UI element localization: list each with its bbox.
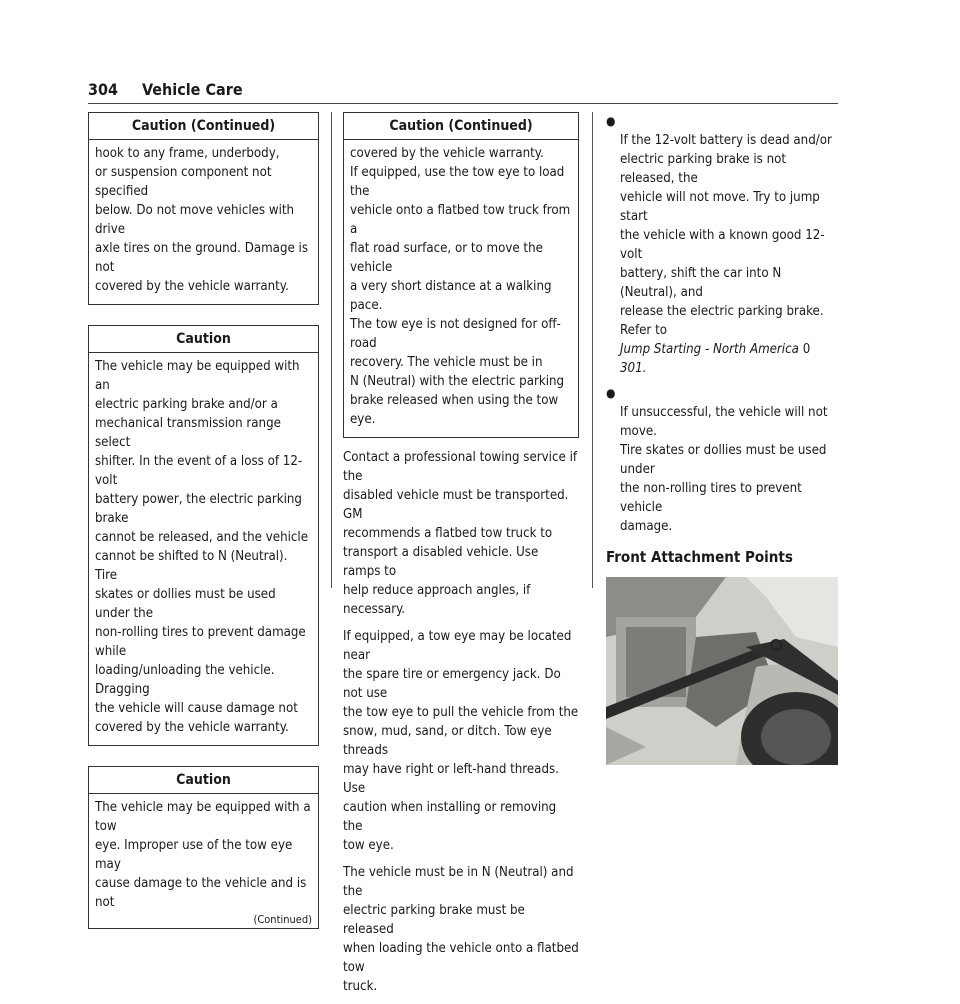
caution-box-tow-eye: [88, 766, 319, 929]
bullet-list: [606, 112, 838, 536]
front-attachment-photo: [606, 577, 838, 765]
section-title: Vehicle Care: [142, 80, 243, 99]
right-column: [606, 112, 838, 765]
page-number: 304: [88, 80, 119, 99]
caution-text: The vehicle may be equipped with a tow eye. Improper use of the tow eye may cause damage to the vehicle and is not: [95, 800, 311, 910]
left-column: [88, 112, 319, 929]
body-paragraph: Contact a professional towing service if the disabled vehicle must be transported. GM recommends a flatbed tow truck to transport a disabled vehicle. Use ramps to help reduce approach angles, if necessary.: [343, 450, 578, 617]
caution-text: hook to any frame, underbody, or suspension component not specified below. Do not move vehicles with drive axle tires on the ground. Damage is not covered by the vehicle warranty.: [95, 146, 309, 294]
cross-reference-page[interactable]: 301.: [620, 361, 647, 376]
page-ref-icon: 0: [802, 342, 811, 357]
subheading: Front Attachment Points: [606, 548, 793, 566]
caution-box-parking-brake: [88, 325, 319, 746]
bullet-icon: ●: [606, 386, 616, 400]
bullet-icon: ●: [606, 114, 616, 128]
list-item: [606, 384, 838, 536]
caution-box-continued: [343, 112, 579, 438]
caution-title: Caution: [89, 767, 318, 794]
middle-column: [343, 112, 579, 1004]
caution-title: Caution (Continued): [344, 113, 578, 140]
header-rule: [88, 103, 838, 104]
column-divider-1: [331, 112, 332, 588]
body-paragraph: The vehicle must be in N (Neutral) and the electric parking brake must be released when loading the vehicle onto a flatbed tow truck.: [343, 865, 579, 994]
list-item-text: If the 12-volt battery is dead and/or electric parking brake is not released, the vehicle will not move. Try to jump start the vehicle with a known good 12-volt battery, shift the car into N (Neutral), and release the electric parking brake. Refer to: [620, 133, 832, 338]
caution-title: Caution: [89, 326, 318, 353]
list-item-text: If unsuccessful, the vehicle will not move. Tire skates or dollies must be used under the non-rolling tires to prevent vehicle damage.: [620, 405, 828, 534]
body-paragraph: If equipped, a tow eye may be located near the spare tire or emergency jack. Do not use the tow eye to pull the vehicle from the snow, mud, sand, or ditch. Tow eye threads may have right or left-hand threads. Use caution when installing or removing the tow eye.: [343, 629, 579, 853]
caution-title: Caution (Continued): [89, 113, 318, 140]
list-item: [606, 112, 838, 378]
cross-reference-link[interactable]: Jump Starting - North America: [620, 342, 799, 357]
caution-text: covered by the vehicle warranty. If equipped, use the tow eye to load the vehicle onto a flatbed tow truck from a flat road surface, or to move the vehicle a very short distance at a walking pace. The tow eye is not designed for off-road recovery. The vehicle must be in N (Neutral) with the electric parking brake released when using the tow eye.: [350, 146, 571, 427]
undercarriage-illustration: [606, 577, 838, 765]
caution-text: The vehicle may be equipped with an electric parking brake and/or a mechanical transmission range select shifter. In the event of a loss of 12-volt battery power, the electric parking brake cannot be released, and the vehicle cannot be shifted to N (Neutral). Tire skates or dollies must be used under the non-rolling tires to prevent damage while loading/unloading the vehicle. Dragging the vehicle will cause damage not covered by the vehicle warranty.: [95, 359, 309, 735]
continued-label: (Continued): [253, 913, 312, 926]
column-divider-2: [592, 112, 593, 588]
caution-box-continued: [88, 112, 319, 305]
